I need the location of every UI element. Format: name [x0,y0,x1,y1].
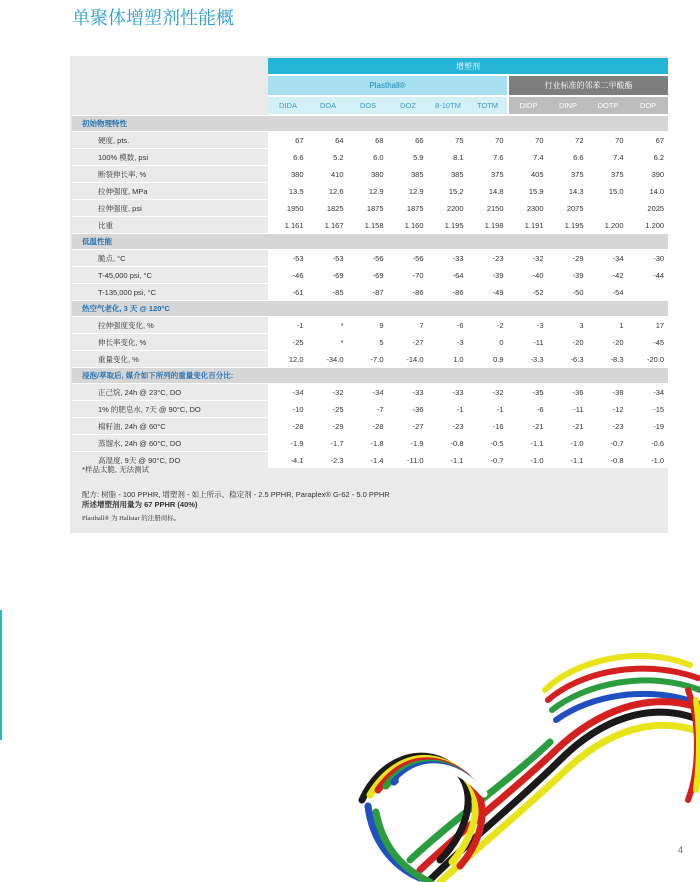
row-label: 1% 的肥皂水, 7天 @ 90°C, DO [72,401,268,418]
column-header: 8-10TM [428,96,468,115]
column-header: DINP [548,96,588,115]
table-cell: 0 [468,334,508,351]
table-cell: 1.0 [428,351,468,368]
table-cell: -34 [348,384,388,401]
column-header: DOTP [588,96,628,115]
table-cell: -52 [508,284,548,301]
table-cell: -1.7 [308,435,348,452]
footnote-dosage: 所述增塑剂用量为 67 PPHR (40%) [82,500,198,509]
table-cell: -8.3 [588,351,628,368]
table-cell: -16 [468,418,508,435]
table-cell: -7 [348,401,388,418]
table-cell: 2025 [628,200,668,217]
table-cell: 75 [428,132,468,149]
table-cell: -3 [428,334,468,351]
table-cell: 385 [428,166,468,183]
column-header: TOTM [468,96,508,115]
row-label: 重量变化, % [72,351,268,368]
table-cell: -38 [588,384,628,401]
table-cell: 1.167 [308,217,348,234]
footnote-trademark: Plasthall® 为 Hallstar 的注册商标。 [82,515,181,522]
table-cell: -25 [308,401,348,418]
table-cell: 13.5 [268,183,308,200]
column-header: DOZ [388,96,428,115]
table-cell: -33 [428,384,468,401]
table-cell: -0.8 [588,452,628,469]
column-header: DOP [628,96,668,115]
table-cell: -29 [548,250,588,267]
table-cell: 1.160 [388,217,428,234]
table-cell: 390 [628,166,668,183]
table-cell: -6.3 [548,351,588,368]
table-cell: 17 [628,317,668,334]
table-cell: -39 [548,267,588,284]
table-cell: -53 [308,250,348,267]
table-cell: 67 [268,132,308,149]
table-cell: -20 [548,334,588,351]
table-cell: -1.0 [508,452,548,469]
table-cell: 375 [548,166,588,183]
header-plasticizer: 增塑剂 [268,58,668,75]
table-cell: 3 [548,317,588,334]
table-cell: 64 [308,132,348,149]
table-cell: -1.0 [548,435,588,452]
table-cell: 2150 [468,200,508,217]
table-cell: 1 [588,317,628,334]
table-cell: -50 [548,284,588,301]
table-cell: -1 [268,317,308,334]
table-cell: 15.9 [508,183,548,200]
table-cell: -10 [268,401,308,418]
table-cell: 7.4 [508,149,548,166]
table-cell: -36 [548,384,588,401]
table-cell: 6.6 [268,149,308,166]
row-label: 硬度, pts. [72,132,268,149]
table-cell: 12.9 [388,183,428,200]
table-cell: -34 [268,384,308,401]
page-number: 4 [678,845,684,855]
table-cell: -34 [588,250,628,267]
table-cell: -28 [348,418,388,435]
table-cell: -11 [508,334,548,351]
table-cell: -87 [348,284,388,301]
table-cell: 405 [508,166,548,183]
table-cell: 385 [388,166,428,183]
table-cell: -1 [468,401,508,418]
table-cell: -23 [588,418,628,435]
table-cell: 68 [348,132,388,149]
table-cell: -33 [428,250,468,267]
table-cell: -32 [468,384,508,401]
table-cell: -42 [588,267,628,284]
table-cell: -29 [308,418,348,435]
table-cell: 12.6 [308,183,348,200]
column-header: DOA [308,96,348,115]
table-cell: * [308,334,348,351]
table-cell: -56 [388,250,428,267]
table-cell: -35 [508,384,548,401]
column-header: DIDP [508,96,548,115]
row-label: 蒸馏水, 24h @ 60°C, DO [72,435,268,452]
table-cell: -20.0 [628,351,668,368]
table-cell: -64 [428,267,468,284]
table-cell: 70 [508,132,548,149]
table-cell: -33 [388,384,428,401]
table-cell: -70 [388,267,428,284]
table-cell: -54 [588,284,628,301]
table-cell: 14.3 [548,183,588,200]
table-cell: -49 [468,284,508,301]
header-plasthall: Plasthall® [268,75,508,96]
table-cell: -40 [508,267,548,284]
table-cell: 5.2 [308,149,348,166]
table-cell: -0.6 [628,435,668,452]
table-cell: -25 [268,334,308,351]
section-title: 低温性能 [72,234,268,250]
table-cell: -32 [508,250,548,267]
table-cell: -1.9 [388,435,428,452]
table-cell: 375 [588,166,628,183]
table-cell: -1.9 [268,435,308,452]
table-cell: 0.9 [468,351,508,368]
table-cell: -86 [428,284,468,301]
table-cell: 1.161 [268,217,308,234]
table-cell: 12.9 [348,183,388,200]
table-cell: -30 [628,250,668,267]
table-cell: 1.200 [588,217,628,234]
table-cell: 380 [348,166,388,183]
table-cell: -2 [468,317,508,334]
row-label: 比重 [72,217,268,234]
table-cell: 1.198 [468,217,508,234]
table-cell: -53 [268,250,308,267]
table-cell: 2200 [428,200,468,217]
table-cell: -39 [468,267,508,284]
row-label: 100% 模数, psi [72,149,268,166]
table-cell: -61 [268,284,308,301]
table-cell: 14.0 [628,183,668,200]
table-cell: 5.9 [388,149,428,166]
table-cell: 2300 [508,200,548,217]
table-cell: -11.0 [388,452,428,469]
row-label: 拉伸强度变化, % [72,317,268,334]
table-cell: -20 [588,334,628,351]
table-cell: 1.195 [548,217,588,234]
table-cell: 375 [468,166,508,183]
table-cell: 1875 [388,200,428,217]
table-cell: -1.1 [548,452,588,469]
table-cell: -1 [428,401,468,418]
table-cell: 1.200 [628,217,668,234]
table-cell: 6.6 [548,149,588,166]
row-label: 拉伸强度, MPa [72,183,268,200]
table-cell: -27 [388,334,428,351]
table-cell: -14.0 [388,351,428,368]
table-cell: 70 [468,132,508,149]
table-cell: -34.0 [308,351,348,368]
table-cell: -21 [508,418,548,435]
table-cell: -1.1 [428,452,468,469]
table-cell: 14.8 [468,183,508,200]
table-cell: -34 [628,384,668,401]
table-cell: 1.158 [348,217,388,234]
table-cell: -1.8 [348,435,388,452]
header-industry-phthalates: 行业标准的邻苯二甲酸酯 [508,75,668,96]
table-cell: -3 [508,317,548,334]
table-cell: -7.0 [348,351,388,368]
table-cell: 2075 [548,200,588,217]
table-cell: -19 [628,418,668,435]
row-label: 脆点, °C [72,250,268,267]
table-cell: 15.0 [588,183,628,200]
page-title: 单聚体增塑剂性能概 [72,8,234,29]
table-cell: -11 [548,401,588,418]
row-label: T-135,000 psi, °C [72,284,268,301]
row-label: 伸长率变化, % [72,334,268,351]
row-label: T-45,000 psi, °C [72,267,268,284]
table-cell: -45 [628,334,668,351]
table-cell: 9 [348,317,388,334]
table-cell: 1.195 [428,217,468,234]
row-label: 高湿度, 9天 @ 90°C, DO [72,452,268,469]
table-cell: 15.2 [428,183,468,200]
table-cell: -36 [388,401,428,418]
section-title: 初始物理特性 [72,115,268,132]
table-cell: -86 [388,284,428,301]
row-label: 断裂伸长率, % [72,166,268,183]
table-cell: -2.3 [308,452,348,469]
section-title: 浸泡/萃取后, 媒介如下所列的重量变化百分比: [72,368,268,384]
table-cell: -69 [308,267,348,284]
section-title: 热空气老化, 3 天 @ 120°C [72,301,268,317]
table-cell: 410 [308,166,348,183]
table-cell: 12.0 [268,351,308,368]
table-cell: -28 [268,418,308,435]
table-cell: -0.5 [468,435,508,452]
footnote-sample-note: *样品太脆, 无法测试 [82,465,150,474]
table-cell: 66 [388,132,428,149]
table-cell: -15 [628,401,668,418]
table-cell: 6.0 [348,149,388,166]
table-cell: -21 [548,418,588,435]
table-cell: -23 [468,250,508,267]
table-cell: -0.8 [428,435,468,452]
table-cell: -1.0 [628,452,668,469]
table-cell: 7.6 [468,149,508,166]
table-cell: -6 [508,401,548,418]
table-cell: -12 [588,401,628,418]
table-cell: -27 [388,418,428,435]
table-cell: 8.1 [428,149,468,166]
table-cell: -0.7 [468,452,508,469]
table-cell: -23 [428,418,468,435]
table-cell: 72 [548,132,588,149]
table-cell: 70 [588,132,628,149]
table-cell: * [308,317,348,334]
table-cell: -56 [348,250,388,267]
table-cell: 380 [268,166,308,183]
row-label: 正己烷, 24h @ 23°C, DO [72,384,268,401]
table-cell: 1950 [268,200,308,217]
table-cell: -0.7 [588,435,628,452]
row-label: 棉籽油, 24h @ 60°C [72,418,268,435]
table-cell: -46 [268,267,308,284]
table-cell: 7.4 [588,149,628,166]
table-cell: -44 [628,267,668,284]
table-cell: -32 [308,384,348,401]
table-cell: 7 [388,317,428,334]
table-cell: 1875 [348,200,388,217]
table-cell: -3.3 [508,351,548,368]
table-cell: -85 [308,284,348,301]
table-cell: 1.191 [508,217,548,234]
table-cell: -6 [428,317,468,334]
column-header: DIDA [268,96,308,115]
column-header: DOS [348,96,388,115]
table-cell: -1.1 [508,435,548,452]
table-cell: 67 [628,132,668,149]
table-cell: 6.2 [628,149,668,166]
table-cell: 5 [348,334,388,351]
footnote-formula: 配方: 树脂 - 100 PPHR, 增塑剂 - 如上所示、稳定剂 - 2.5 PPHR, Paraplex® G-62 - 5.0 PPHR [82,490,390,499]
table-cell: -69 [348,267,388,284]
table-cell: -4.1 [268,452,308,469]
row-label: 拉伸强度, psi [72,200,268,217]
table-cell: 1825 [308,200,348,217]
table-cell: -1.4 [348,452,388,469]
